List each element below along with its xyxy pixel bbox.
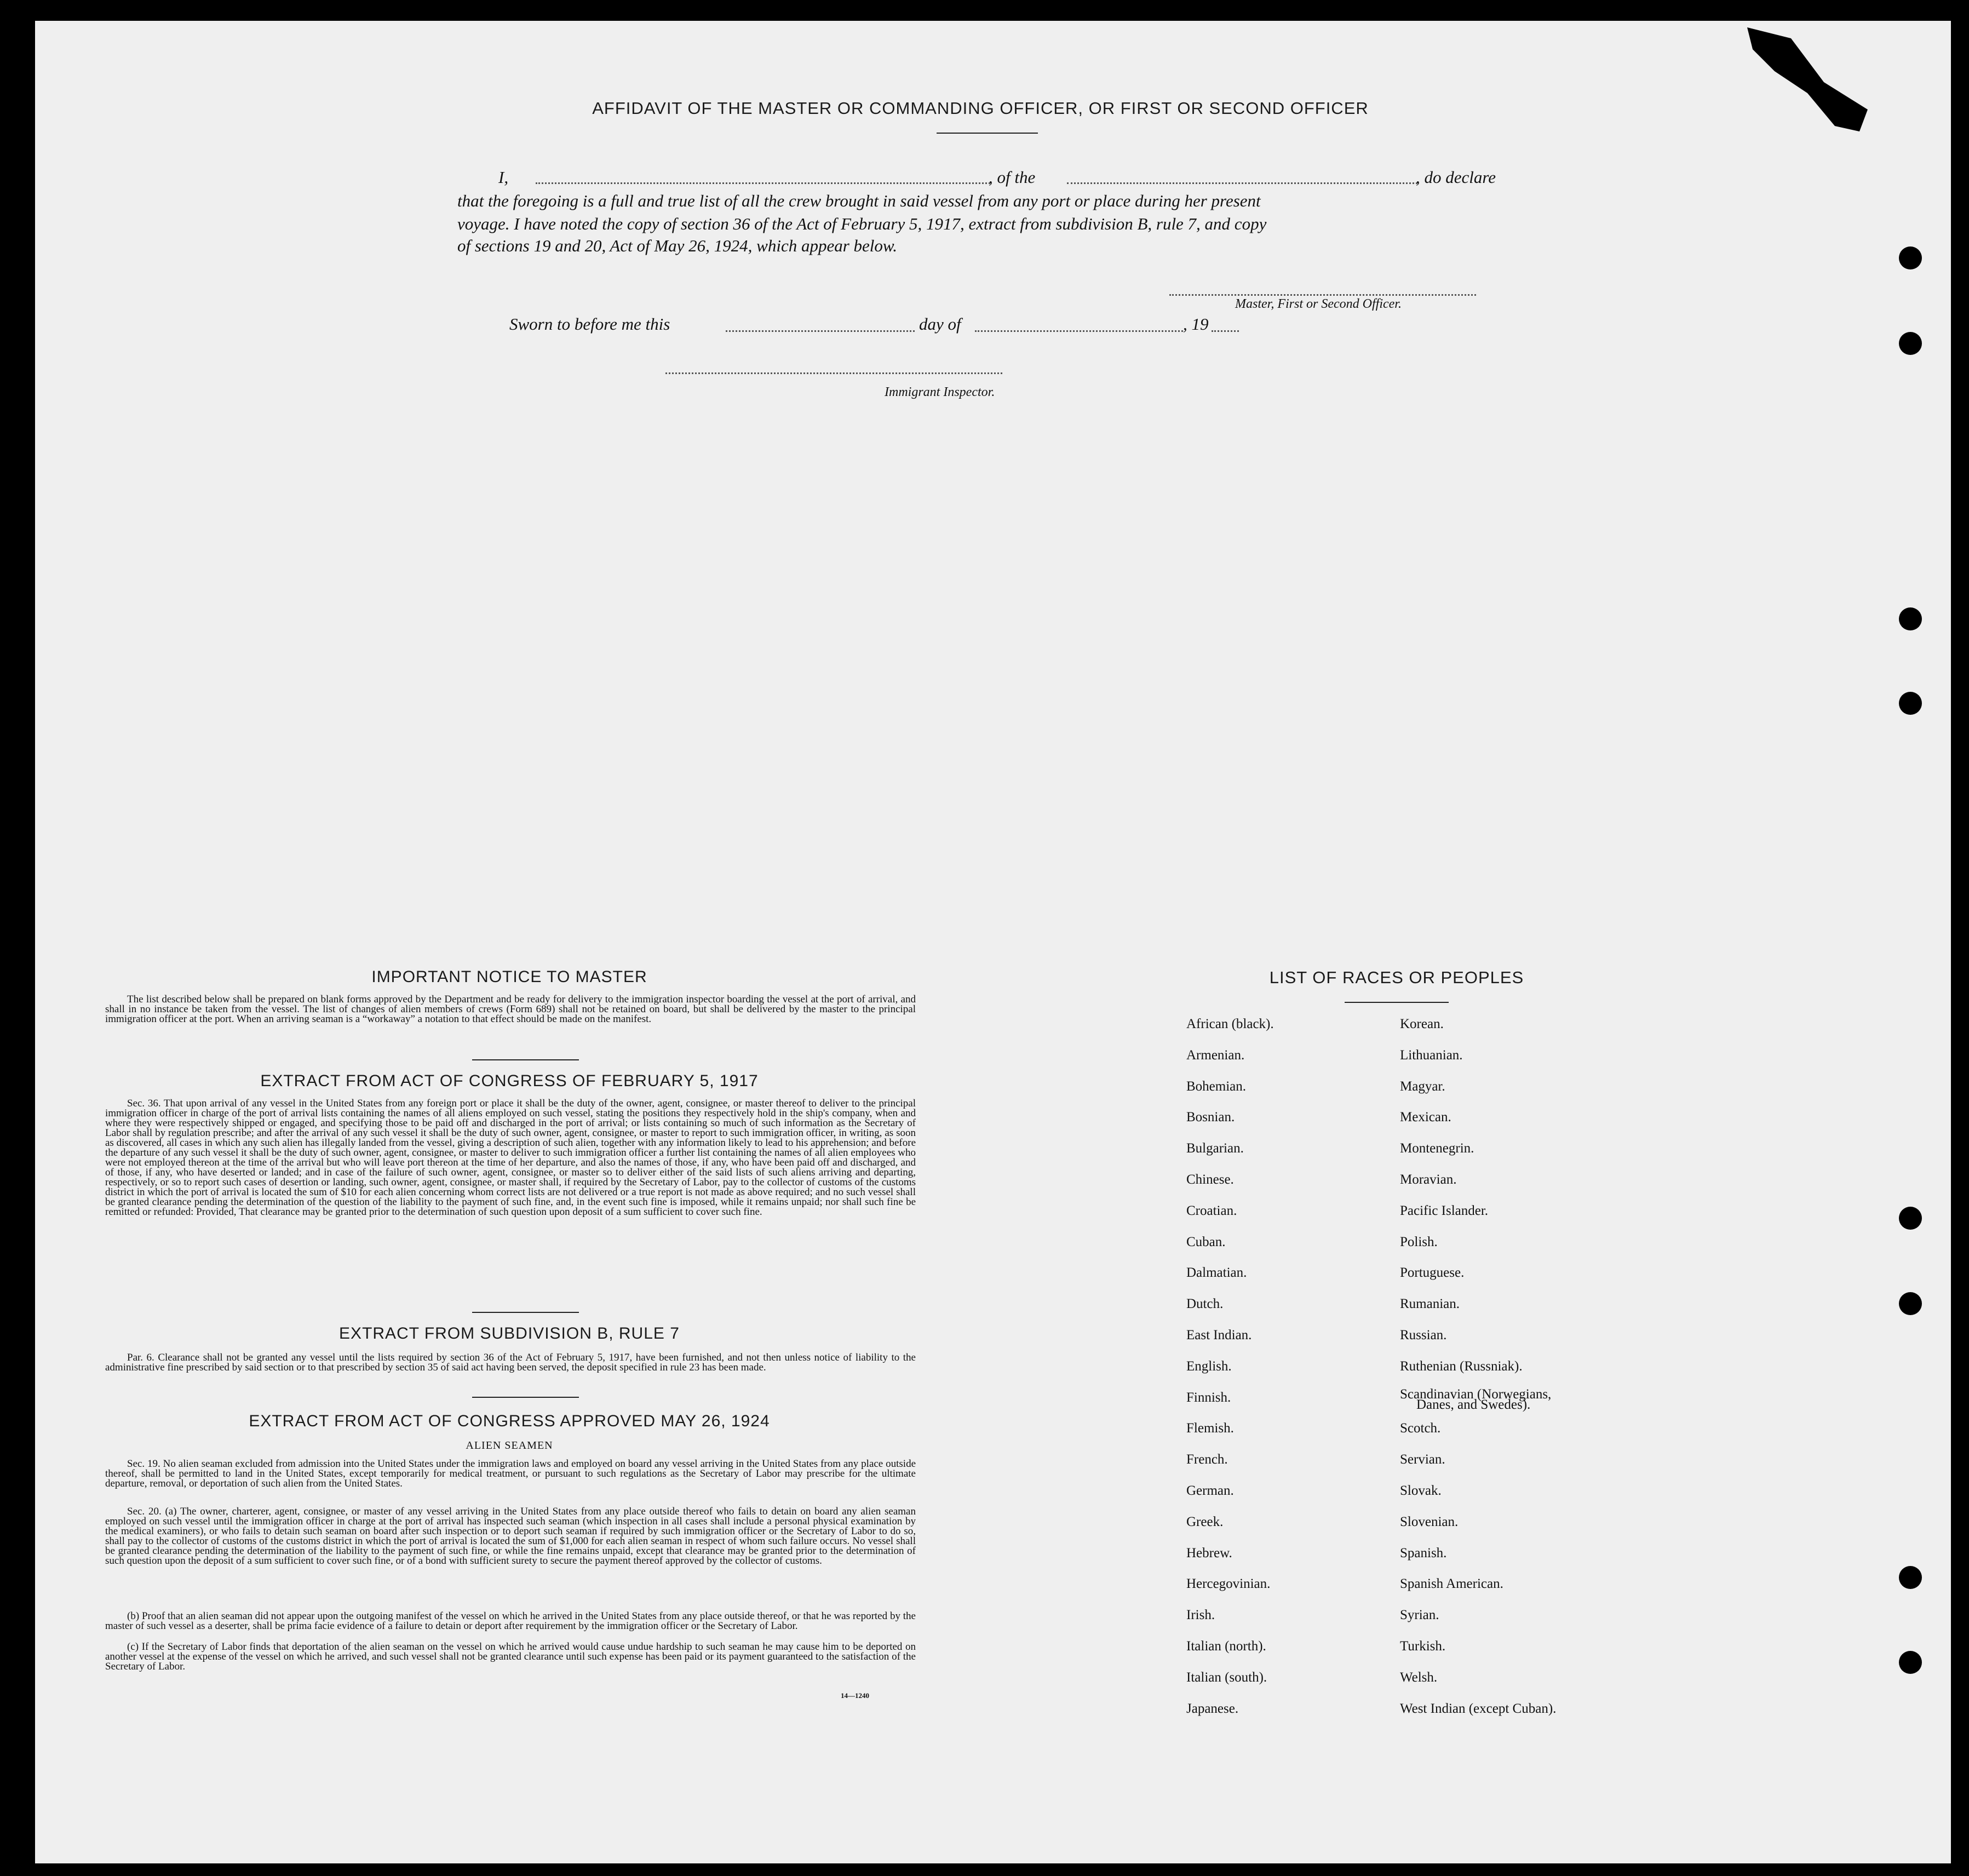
race-item: Mexican. [1400, 1110, 1451, 1125]
race-item: Cuban. [1186, 1234, 1226, 1249]
race-item: German. [1186, 1483, 1234, 1498]
race-item: Pacific Islander. [1400, 1203, 1489, 1218]
affidavit-line-4: of sections 19 and 20, Act of May 26, 1924, which appear below. [457, 236, 898, 255]
day-of-label: day of [919, 314, 961, 334]
race-item: Spanish American. [1400, 1576, 1503, 1592]
sworn-day-blank[interactable] [726, 330, 915, 332]
sworn-month-blank[interactable] [975, 330, 1183, 332]
master-signature-label: Master, First or Second Officer. [1235, 297, 1402, 311]
section-divider [472, 1312, 579, 1313]
race-item: Korean. [1400, 1017, 1444, 1031]
race-item: Scandinavian (Norwegians, [1400, 1386, 1552, 1402]
form-number: 14—1240 [841, 1691, 869, 1700]
affidavit-line-2: that the foregoing is a full and true list of all the crew brought in said vessel from any port or place during her present [457, 191, 1261, 210]
race-item: Syrian. [1400, 1608, 1439, 1623]
race-item: Spanish. [1400, 1545, 1447, 1561]
torn-corner-mark [1742, 22, 1873, 142]
race-item: Slovenian. [1400, 1514, 1459, 1529]
race-item: Bulgarian. [1186, 1141, 1244, 1156]
master-signature-line[interactable] [1169, 294, 1476, 296]
year-blank[interactable] [1212, 330, 1239, 332]
race-item: French. [1186, 1452, 1228, 1467]
race-item: Polish. [1400, 1234, 1438, 1249]
race-item: Russian. [1400, 1328, 1447, 1343]
sworn-label: Sworn to before me this [509, 314, 670, 334]
race-item: Hercegovinian. [1186, 1576, 1271, 1592]
document-page [35, 21, 1951, 1863]
section-divider [472, 1059, 579, 1060]
extract-1917-text: Sec. 36. That upon arrival of any vessel in the United States from any foreign port or place it shall be the duty of the owner, agent, consignee, or master thereof to deliver to the principal immigration officer in charge of the port of arrival lists containing the names of all aliens employed on such vessel, stating the positions they respectively hold in the ship's company, when and where they were respectively shipped or engaged, and specifying those to be paid off and discharged in the port of arrival; or lists containing so much of such information as the Secretary of Labor shall by regulation prescribe; and after the arrival of any such vessel it shall be the duty of such owner, agent, consignee, or master to report to such immigration officer, in writing, as soon as discovered, all cases in which any such alien has illegally landed from the vessel, giving a description of such alien, together with any information likely to lead to his apprehension; and before the departure of any such vessel it shall be the duty of such owner, agent, consignee, or master to deliver to such immigration officer a further list containing the names of all alien employees who were not employed thereon at the time of the arrival but who will leave port thereon at the time of her departure, and also the names of those, if any, who have been paid off and discharged, and of those, if any, who have deserted or landed; and in case of the failure of such owner, agent, consignee, or master so to deliver either of the said lists of such aliens arriving and departing, respectively, or so to report such cases of desertion or landing, such owner, agent, consignee, or master shall, if required by the Secretary of Labor, pay to the collector of customs of the customs district in which the port of arrival is located the sum of $10 for each alien concerning whom correct lists are not delivered or a true report is not made as above required; and no such vessel shall be granted clearance pending the determination of the question of the liability to the payment of such fine, and, in the event such fine is imposed, while it remains unpaid; nor shall such fine be remitted or refunded: Provided, That clearance may be granted prior to the determination of such question upon deposit of a sum sufficient to cover such fine. [105, 1098, 916, 1218]
affidavit-title: AFFIDAVIT OF THE MASTER OR COMMANDING OFFICER, OR FIRST OR SECOND OFFICER [592, 99, 1369, 118]
race-item: Dutch. [1186, 1296, 1224, 1312]
rule7-title: EXTRACT FROM SUBDIVISION B, RULE 7 [339, 1324, 680, 1343]
race-item: English. [1186, 1358, 1232, 1374]
affidavit-line-3: voyage. I have noted the copy of section 36 of the Act of February 5, 1917, extract from subdivision B, rule 7, and copy [457, 214, 1267, 233]
sec20b-text: (b) Proof that an alien seaman did not appear upon the outgoing manifest of the vessel on which he arrived in the United States from any place outside thereof, or that he was reported by the master of such vessel as a deserter, shall be prima facie evidence of a failure to detain or deport after requirement by the immigration officer or the Secretary of Labor. [105, 1610, 916, 1632]
notice-title: IMPORTANT NOTICE TO MASTER [371, 968, 647, 986]
punch-hole [1899, 1292, 1922, 1315]
title-underline [937, 133, 1038, 134]
inspector-label: Immigrant Inspector. [885, 385, 995, 399]
vessel-blank[interactable] [1067, 182, 1417, 184]
race-item: Italian (north). [1186, 1639, 1266, 1654]
sec20c-text: (c) If the Secretary of Labor finds that deportation of the alien seaman on the vessel on which he arrived would cause undue hardship to such seaman he may cause him to be deported on another vessel at the expense of the vessel on which he arrived, and such vessel shall not be granted clearance until such expense has been paid or its payment guaranteed to the satisfaction of the Secretary of Labor. [105, 1641, 916, 1672]
extract-1917-title: EXTRACT FROM ACT OF CONGRESS OF FEBRUARY 5, 1917 [260, 1072, 759, 1090]
rule7-text: Par. 6. Clearance shall not be granted any vessel until the lists required by section 36 of the Act of February 5, 1917, have been furnished, and not then unless notice of liability to the administrative fine prescribed by said section or to that prescribed by section 35 of said act having been served, the deposit specified in rule 23 has been made. [105, 1352, 916, 1373]
affidavit-i-label: I, [498, 168, 509, 187]
punch-hole [1899, 246, 1922, 269]
punch-hole [1899, 1566, 1922, 1589]
race-item: African (black). [1186, 1017, 1274, 1031]
race-item: Scotch. [1400, 1421, 1441, 1436]
race-item: Servian. [1400, 1452, 1445, 1467]
race-item: Montenegrin. [1400, 1141, 1474, 1156]
race-item: West Indian (except Cuban). [1400, 1701, 1557, 1716]
name-blank[interactable] [536, 182, 990, 184]
sec20a-text: Sec. 20. (a) The owner, charterer, agent, consignee, or master of any vessel arriving in the United States from any place outside thereof who fails to detain on board any alien seaman employed on such vessel until the immigration officer in charge at the port of arrival has inspected such seaman (which inspection in all cases shall include a personal physical examination by the medical examiners), or who fails to detain such seaman on board after such inspection or to deport such seaman if required by such immigration officer or the Secretary of Labor to do so, shall pay to the collector of customs of the customs district in which the port of arrival is located the sum of $1,000 for each alien seaman in respect of whom such failure occurs. No vessel shall be granted clearance pending the determination of the liability to the payment of such fine, or while the fine remains unpaid, except that clearance may be granted prior to the determination of such question upon the deposit of a sum sufficient to cover such fine, or of a bond with sufficient surety to secure the payment thereof approved by the collector of customs. [105, 1506, 916, 1567]
alien-seamen-subtitle: ALIEN SEAMEN [466, 1439, 553, 1452]
race-item: Flemish. [1186, 1421, 1234, 1436]
punch-hole [1899, 1651, 1922, 1674]
race-item: Moravian. [1400, 1172, 1457, 1187]
race-item: Italian (south). [1186, 1670, 1267, 1685]
punch-hole [1899, 692, 1922, 715]
do-declare-label: , do declare [1416, 168, 1496, 187]
race-item: Irish. [1186, 1608, 1215, 1623]
race-item: Rumanian. [1400, 1296, 1460, 1312]
extract-1924-title: EXTRACT FROM ACT OF CONGRESS APPROVED MAY 26, 1924 [249, 1412, 770, 1430]
race-item: Bosnian. [1186, 1110, 1235, 1125]
race-item: Bohemian. [1186, 1078, 1247, 1094]
race-item: Hebrew. [1186, 1545, 1232, 1561]
of-the-label: , of the [989, 168, 1036, 187]
race-item: Portuguese. [1400, 1265, 1465, 1281]
sec19-text: Sec. 19. No alien seaman excluded from admission into the United States under the immigration laws and employed on board any vessel arriving in the United States from any place outside thereof, shall be permitted to land in the United States, except temporarily for medical treatment, or pursuant to such regulations as the Secretary of Labor may prescribe for the ultimate departure, removal, or deportation of such alien from the United States. [105, 1458, 916, 1489]
race-item: Welsh. [1400, 1670, 1438, 1685]
race-item: Japanese. [1186, 1701, 1239, 1716]
notice-text: The list described below shall be prepared on blank forms approved by the Department and be ready for delivery to the immigration inspector boarding the vessel at the port of arrival, and shall in no instance be taken from the vessel. The list of changes of alien members of crews (Form 689) shall not be retained on board, but shall be delivered by the master to the principal immigration officer at the port. When an arriving seaman is a “workaway” a notation to that effect should be made on the manifest. [105, 994, 916, 1025]
race-item: Greek. [1186, 1514, 1224, 1529]
race-item: Croatian. [1186, 1203, 1237, 1218]
race-item: Dalmatian. [1186, 1265, 1247, 1281]
race-item: Magyar. [1400, 1078, 1445, 1094]
year-prefix: , 19 [1183, 314, 1209, 334]
race-item: East Indian. [1186, 1328, 1252, 1343]
races-title: LIST OF RACES OR PEOPLES [1269, 968, 1524, 987]
race-item: Finnish. [1186, 1390, 1231, 1405]
race-item: Lithuanian. [1400, 1047, 1463, 1063]
race-item: Slovak. [1400, 1483, 1442, 1498]
race-item: Ruthenian (Russniak). [1400, 1358, 1523, 1374]
race-item: Turkish. [1400, 1639, 1446, 1654]
races-title-underline [1345, 1002, 1449, 1003]
punch-hole [1899, 607, 1922, 630]
race-item-scandinavian-continued: Danes, and Swedes). [1416, 1397, 1531, 1412]
punch-hole [1899, 1207, 1922, 1230]
inspector-signature-line[interactable] [665, 372, 1002, 374]
race-item: Chinese. [1186, 1172, 1234, 1187]
punch-hole [1899, 332, 1922, 355]
race-item: Armenian. [1186, 1047, 1245, 1063]
section-divider [472, 1397, 579, 1398]
